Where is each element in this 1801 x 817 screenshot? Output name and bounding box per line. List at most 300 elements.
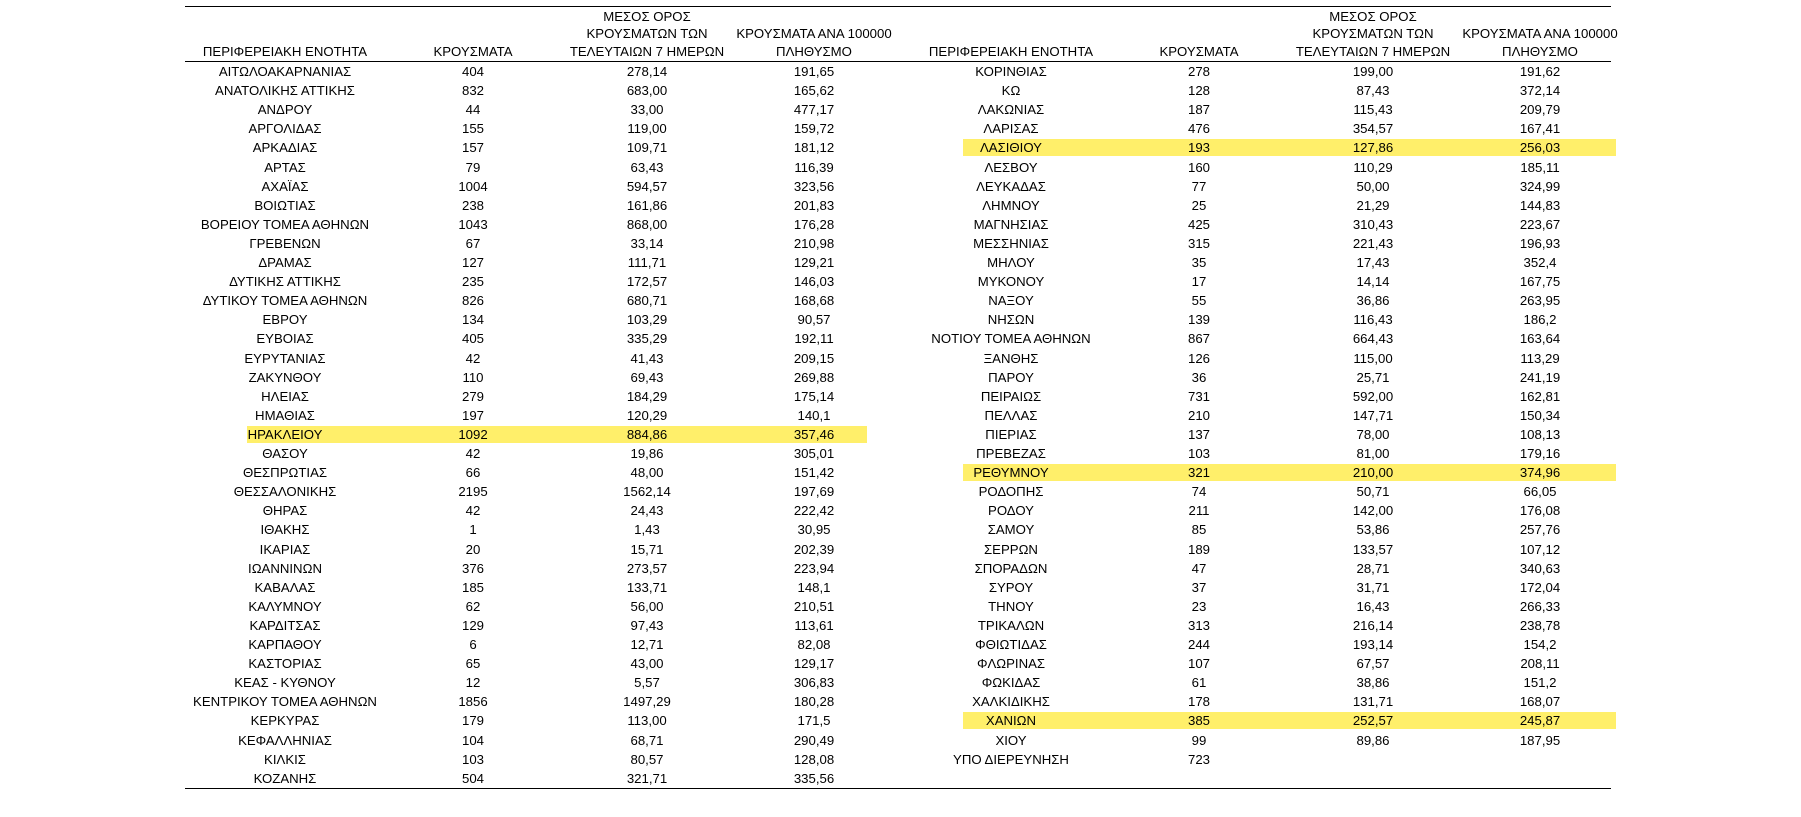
per100k-cell: 163,64 bbox=[1519, 331, 1561, 347]
region-cell: ΜΑΓΝΗΣΙΑΣ bbox=[973, 216, 1049, 232]
per100k-cell: 113,29 bbox=[1520, 350, 1560, 366]
cases-cell: 189 bbox=[1187, 541, 1210, 557]
cases-cell: 238 bbox=[461, 197, 484, 213]
table-row bbox=[185, 119, 1611, 138]
per100k-cell: 238,78 bbox=[1519, 617, 1561, 633]
cases-cell: 137 bbox=[1187, 426, 1210, 442]
avg7-cell: 119,00 bbox=[627, 121, 667, 137]
cases-cell: 504 bbox=[461, 770, 484, 786]
region-cell: ΛΕΣΒΟΥ bbox=[984, 159, 1038, 175]
per100k-cell: 202,39 bbox=[793, 541, 835, 557]
header-cases bbox=[413, 8, 533, 60]
header-per100k-text: ΚΡΟΥΣΜΑΤΑ ΑΝΑ 100000 ΠΛΗΘΥΣΜΟ bbox=[736, 26, 892, 59]
table-row bbox=[185, 253, 1611, 272]
cases-cell: 110 bbox=[462, 369, 484, 385]
region-cell: ΡΕΘΥΜΝΟΥ bbox=[973, 465, 1049, 481]
region-cell: ΣΑΜΟΥ bbox=[987, 522, 1035, 538]
avg7-cell: 53,86 bbox=[1356, 522, 1390, 538]
cases-cell: 6 bbox=[469, 637, 477, 652]
avg7-cell: 1562,14 bbox=[623, 484, 671, 500]
region-cell: ΚΕΑΣ - ΚΥΘΝΟΥ bbox=[234, 675, 336, 691]
avg7-cell: 31,71 bbox=[1356, 579, 1390, 595]
cases-cell: 376 bbox=[461, 560, 484, 576]
avg7-cell: 120,29 bbox=[626, 407, 668, 423]
region-cell: ΧΙΟΥ bbox=[995, 732, 1027, 748]
cases-cell: 42 bbox=[465, 446, 481, 461]
per100k-cell: 176,28 bbox=[793, 216, 835, 232]
table-row bbox=[185, 654, 1611, 673]
per100k-cell: 146,03 bbox=[793, 274, 835, 290]
cases-cell: 36 bbox=[1191, 369, 1207, 385]
cases-cell: 129 bbox=[461, 617, 484, 633]
cases-cell: 20 bbox=[465, 541, 481, 557]
per100k-cell: 151,2 bbox=[1523, 675, 1557, 691]
per100k-cell: 154,2 bbox=[1523, 637, 1557, 652]
avg7-cell: 664,43 bbox=[1352, 331, 1394, 347]
avg7-cell: 115,00 bbox=[1353, 350, 1393, 366]
region-cell: ΛΕΥΚΑΔΑΣ bbox=[976, 178, 1046, 194]
region-cell: ΚΟΡΙΝΘΙΑΣ bbox=[975, 64, 1047, 79]
avg7-cell: 278,14 bbox=[626, 64, 668, 79]
table-row bbox=[185, 482, 1611, 501]
region-cell: ΚΑΡΠΑΘΟΥ bbox=[248, 637, 322, 652]
table-row bbox=[185, 234, 1611, 253]
cases-cell: 126 bbox=[1187, 350, 1210, 366]
region-cell: ΑΙΤΩΛΟΑΚΑΡΝΑΝΙΑΣ bbox=[218, 64, 352, 79]
cases-cell: 385 bbox=[1187, 713, 1210, 729]
table-row bbox=[185, 215, 1611, 234]
cases-cell: 85 bbox=[1191, 522, 1207, 538]
cases-cell: 66 bbox=[465, 465, 481, 481]
region-cell: ΗΛΕΙΑΣ bbox=[261, 388, 309, 404]
avg7-cell: 221,43 bbox=[1352, 235, 1394, 251]
per100k-cell: 374,96 bbox=[1519, 465, 1561, 481]
table-row bbox=[185, 81, 1611, 100]
cases-cell: 1856 bbox=[458, 694, 488, 710]
cases-cell: 1043 bbox=[458, 216, 488, 232]
per100k-cell: 196,93 bbox=[1519, 235, 1561, 251]
table-row bbox=[185, 673, 1611, 692]
cases-cell: 55 bbox=[1191, 293, 1207, 309]
table-row bbox=[185, 387, 1611, 406]
table-row bbox=[185, 578, 1611, 597]
cases-cell: 321 bbox=[1187, 465, 1210, 481]
cases-cell: 128 bbox=[1187, 83, 1210, 99]
avg7-cell: 184,29 bbox=[626, 388, 668, 404]
cases-cell: 193 bbox=[1187, 140, 1210, 156]
table-row bbox=[185, 540, 1611, 559]
cases-cell: 104 bbox=[461, 732, 484, 748]
avg7-cell: 38,86 bbox=[1356, 675, 1390, 691]
avg7-cell: 67,57 bbox=[1356, 656, 1390, 672]
per100k-cell: 263,95 bbox=[1519, 293, 1561, 309]
cases-cell: 210 bbox=[1187, 407, 1210, 423]
region-cell: ΛΑΚΩΝΙΑΣ bbox=[977, 102, 1045, 118]
region-cell: ΔΡΑΜΑΣ bbox=[258, 255, 312, 270]
avg7-cell: 273,57 bbox=[626, 560, 668, 576]
per100k-cell: 306,83 bbox=[793, 675, 835, 691]
cases-cell: 79 bbox=[465, 159, 481, 175]
per100k-cell: 148,1 bbox=[797, 579, 831, 595]
table-row bbox=[185, 329, 1611, 348]
per100k-cell: 185,11 bbox=[1520, 159, 1560, 175]
per100k-cell: 210,51 bbox=[793, 598, 835, 614]
region-cell: ΓΡΕΒΕΝΩΝ bbox=[249, 235, 321, 251]
avg7-cell: 5,57 bbox=[634, 675, 660, 691]
region-cell: ΜΕΣΣΗΝΙΑΣ bbox=[973, 235, 1049, 251]
per100k-cell: 324,99 bbox=[1519, 178, 1561, 194]
per100k-cell: 191,62 bbox=[1519, 64, 1561, 79]
avg7-cell: 252,57 bbox=[1352, 713, 1394, 729]
region-cell: ΔΥΤΙΚΗΣ ΑΤΤΙΚΗΣ bbox=[229, 274, 341, 290]
region-cell: ΚΑΒΑΛΑΣ bbox=[254, 579, 316, 595]
per100k-cell: 357,46 bbox=[793, 426, 835, 442]
per100k-cell: 269,88 bbox=[793, 369, 835, 385]
cases-cell: 25 bbox=[1191, 197, 1207, 213]
region-cell: ΗΜΑΘΙΑΣ bbox=[255, 407, 315, 423]
avg7-cell: 56,00 bbox=[630, 598, 664, 614]
avg7-cell: 21,29 bbox=[1356, 197, 1390, 213]
cases-cell: 315 bbox=[1187, 235, 1210, 251]
per100k-cell: 144,83 bbox=[1519, 197, 1561, 213]
per100k-cell: 30,95 bbox=[797, 522, 831, 538]
per100k-cell: 256,03 bbox=[1519, 140, 1561, 156]
table-row bbox=[185, 100, 1611, 119]
avg7-cell: 28,71 bbox=[1356, 560, 1390, 576]
header-region bbox=[185, 8, 385, 60]
per100k-cell: 197,69 bbox=[793, 484, 835, 500]
avg7-cell: 81,00 bbox=[1356, 446, 1390, 461]
avg7-cell: 335,29 bbox=[626, 331, 668, 347]
per100k-cell: 165,62 bbox=[793, 83, 835, 99]
table-row bbox=[185, 444, 1611, 463]
cases-cell: 23 bbox=[1191, 598, 1207, 614]
header-region bbox=[911, 8, 1111, 60]
region-cell: ΚΕΦΑΛΛΗΝΙΑΣ bbox=[238, 732, 332, 748]
region-cell: ΝΗΣΩΝ bbox=[987, 312, 1035, 328]
avg7-cell: 147,71 bbox=[1352, 407, 1394, 423]
region-cell: ΕΥΒΟΙΑΣ bbox=[256, 331, 314, 347]
per100k-cell: 201,83 bbox=[793, 197, 835, 213]
per100k-cell: 167,41 bbox=[1519, 121, 1561, 137]
region-cell: ΑΡΤΑΣ bbox=[264, 159, 306, 175]
per100k-cell: 175,14 bbox=[793, 388, 835, 404]
cases-cell: 103 bbox=[1187, 446, 1210, 461]
avg7-cell: 50,71 bbox=[1356, 484, 1390, 500]
cases-cell: 77 bbox=[1191, 178, 1207, 194]
region-cell: ΘΕΣΠΡΩΤΙΑΣ bbox=[242, 465, 328, 481]
per100k-cell: 191,65 bbox=[793, 64, 835, 79]
region-cell: ΑΡΓΟΛΙΔΑΣ bbox=[248, 121, 322, 137]
region-cell: ΚΕΡΚΥΡΑΣ bbox=[250, 713, 320, 729]
table-row bbox=[185, 406, 1611, 425]
avg7-cell: 354,57 bbox=[1352, 121, 1394, 137]
per100k-cell bbox=[1450, 750, 1630, 769]
cases-cell: 42 bbox=[465, 503, 481, 519]
header-cases bbox=[1139, 8, 1259, 60]
per100k-cell: 140,1 bbox=[797, 407, 831, 423]
per100k-cell: 179,16 bbox=[1519, 446, 1561, 461]
avg7-cell: 33,00 bbox=[630, 102, 664, 118]
region-cell: ΙΚΑΡΙΑΣ bbox=[259, 541, 311, 557]
cases-cell: 160 bbox=[1187, 159, 1210, 175]
cases-cell: 211 bbox=[1188, 503, 1210, 519]
table-row bbox=[185, 196, 1611, 215]
region-cell: ΦΘΙΩΤΙΔΑΣ bbox=[975, 637, 1047, 652]
per100k-cell: 159,72 bbox=[793, 121, 835, 137]
cases-cell: 1004 bbox=[458, 178, 488, 194]
table-row bbox=[185, 158, 1611, 177]
region-cell: ΕΥΡΥΤΑΝΙΑΣ bbox=[244, 350, 326, 366]
region-cell: ΚΑΡΔΙΤΣΑΣ bbox=[249, 617, 321, 633]
per100k-cell: 150,34 bbox=[1519, 407, 1561, 423]
table-row bbox=[185, 731, 1611, 750]
per100k-cell: 323,56 bbox=[793, 178, 835, 194]
cases-cell: 425 bbox=[1187, 216, 1210, 232]
region-cell: ΜΥΚΟΝΟΥ bbox=[977, 274, 1045, 290]
header-per100k bbox=[724, 8, 904, 60]
per100k-cell: 257,76 bbox=[1519, 522, 1561, 538]
avg7-cell: 25,71 bbox=[1356, 369, 1390, 385]
avg7-cell: 110,29 bbox=[1353, 159, 1393, 175]
header-avg7 bbox=[565, 8, 730, 60]
table-row bbox=[185, 291, 1611, 310]
avg7-cell: 17,43 bbox=[1356, 255, 1390, 270]
avg7-cell: 87,43 bbox=[1356, 83, 1390, 99]
avg7-cell: 63,43 bbox=[630, 159, 664, 175]
region-cell: ΚΙΛΚΙΣ bbox=[264, 751, 306, 767]
region-cell: ΧΑΛΚΙΔΙΚΗΣ bbox=[972, 694, 1050, 710]
table-row bbox=[185, 711, 1611, 730]
cases-cell: 731 bbox=[1187, 388, 1210, 404]
region-cell: ΗΡΑΚΛΕΙΟΥ bbox=[247, 426, 323, 442]
cases-cell: 65 bbox=[465, 656, 481, 672]
avg7-cell: 12,71 bbox=[630, 637, 664, 652]
cases-cell: 826 bbox=[461, 293, 484, 309]
region-cell: ΑΝΔΡΟΥ bbox=[257, 102, 313, 118]
avg7-cell: 24,43 bbox=[630, 503, 664, 519]
region-cell: ΔΥΤΙΚΟΥ ΤΟΜΕΑ ΑΘΗΝΩΝ bbox=[202, 293, 368, 309]
per100k-cell: 223,94 bbox=[793, 560, 835, 576]
table-row bbox=[185, 310, 1611, 329]
cases-cell: 42 bbox=[465, 350, 481, 366]
region-cell: ΣΠΟΡΑΔΩΝ bbox=[974, 560, 1048, 576]
per100k-cell: 352,4 bbox=[1523, 255, 1557, 270]
cases-cell: 155 bbox=[461, 121, 484, 137]
region-cell: ΡΟΔΟΠΗΣ bbox=[978, 484, 1044, 500]
cases-cell: 17 bbox=[1191, 274, 1207, 290]
region-cell: ΚΕΝΤΡΙΚΟΥ ΤΟΜΕΑ ΑΘΗΝΩΝ bbox=[193, 694, 377, 710]
table-row bbox=[185, 520, 1611, 539]
region-cell: ΠΕΙΡΑΙΩΣ bbox=[980, 388, 1042, 404]
region-cell: ΛΗΜΝΟΥ bbox=[982, 197, 1040, 213]
cases-cell: 178 bbox=[1187, 694, 1210, 710]
cases-cell: 139 bbox=[1187, 312, 1210, 328]
per100k-cell: 129,21 bbox=[793, 255, 835, 270]
avg7-cell: 161,86 bbox=[626, 197, 668, 213]
region-cell: ΙΘΑΚΗΣ bbox=[260, 522, 310, 538]
cases-cell: 103 bbox=[461, 751, 484, 767]
avg7-cell: 16,43 bbox=[1356, 598, 1390, 614]
region-cell: ΑΧΑΪΑΣ bbox=[261, 178, 309, 194]
avg7-cell: 310,43 bbox=[1352, 216, 1394, 232]
per100k-cell: 222,42 bbox=[793, 503, 835, 519]
table-row bbox=[185, 138, 1611, 157]
cases-cell: 99 bbox=[1191, 732, 1207, 748]
avg7-cell: 15,71 bbox=[630, 541, 664, 557]
per100k-cell: 113,61 bbox=[794, 617, 834, 633]
region-cell: ΚΩ bbox=[1001, 83, 1021, 99]
avg7-cell: 193,14 bbox=[1352, 637, 1394, 652]
region-cell: ΑΡΚΑΔΙΑΣ bbox=[252, 140, 318, 156]
cases-cell: 134 bbox=[461, 312, 484, 328]
header-cases-text: ΚΡΟΥΣΜΑΤΑ bbox=[433, 43, 513, 59]
avg7-cell: 199,00 bbox=[1352, 64, 1394, 79]
region-cell: ΑΝΑΤΟΛΙΚΗΣ ΑΤΤΙΚΗΣ bbox=[215, 83, 355, 99]
cases-cell: 278 bbox=[1187, 64, 1210, 79]
table-row bbox=[185, 368, 1611, 387]
avg7-cell: 19,86 bbox=[630, 446, 664, 461]
per100k-cell: 245,87 bbox=[1519, 713, 1561, 729]
table-row bbox=[185, 635, 1611, 654]
avg7-cell: 89,86 bbox=[1356, 732, 1390, 748]
avg7-cell: 50,00 bbox=[1356, 178, 1390, 194]
cases-cell: 74 bbox=[1191, 484, 1207, 500]
per100k-cell: 290,49 bbox=[793, 732, 835, 748]
region-cell: ΙΩΑΝΝΙΝΩΝ bbox=[248, 560, 322, 576]
cases-cell: 404 bbox=[461, 64, 484, 79]
header-avg7-text: ΜΕΣΟΣ ΟΡΟΣ ΚΡΟΥΣΜΑΤΩΝ ΤΩΝ ΤΕΛΕΥΤΑΙΩΝ 7 ΗΜΕΡΩΝ bbox=[569, 8, 725, 59]
header-region-text: ΠΕΡΙΦΕΡΕΙΑΚΗ ΕΝΟΤΗΤΑ bbox=[202, 43, 368, 59]
per100k-cell: 477,17 bbox=[793, 102, 835, 118]
cases-cell: 35 bbox=[1191, 255, 1207, 270]
cases-cell: 47 bbox=[1191, 560, 1207, 576]
region-cell: ΖΑΚΥΝΘΟΥ bbox=[248, 369, 322, 385]
bottom-rule bbox=[185, 788, 1611, 789]
cases-cell: 279 bbox=[461, 388, 484, 404]
avg7-cell: 43,00 bbox=[630, 656, 664, 672]
avg7-cell: 80,57 bbox=[630, 751, 664, 767]
cases-cell: 197 bbox=[461, 407, 484, 423]
table-row bbox=[185, 692, 1611, 711]
per100k-cell: 209,15 bbox=[793, 350, 835, 366]
table-row bbox=[185, 272, 1611, 291]
avg7-cell: 78,00 bbox=[1356, 426, 1390, 442]
header-avg7-text: ΜΕΣΟΣ ΟΡΟΣ ΚΡΟΥΣΜΑΤΩΝ ΤΩΝ ΤΕΛΕΥΤΑΙΩΝ 7 ΗΜΕΡΩΝ bbox=[1295, 8, 1451, 59]
table-row bbox=[185, 616, 1611, 635]
per100k-cell: 171,5 bbox=[797, 713, 831, 729]
per100k-cell: 340,63 bbox=[1519, 560, 1561, 576]
table-row bbox=[185, 349, 1611, 368]
per100k-cell: 162,81 bbox=[1519, 388, 1561, 404]
cases-cell: 1 bbox=[469, 522, 477, 538]
region-cell: ΣΕΡΡΩΝ bbox=[984, 541, 1038, 557]
avg7-cell: 36,86 bbox=[1356, 293, 1390, 309]
cases-cell: 12 bbox=[465, 675, 481, 691]
cases-cell: 62 bbox=[465, 598, 481, 614]
cases-cell: 1092 bbox=[458, 426, 488, 442]
avg7-cell: 69,43 bbox=[630, 369, 664, 385]
region-cell: ΝΑΞΟΥ bbox=[988, 293, 1034, 309]
avg7-cell: 68,71 bbox=[630, 732, 664, 748]
region-cell: ΞΑΝΘΗΣ bbox=[983, 350, 1039, 366]
avg7-cell: 41,43 bbox=[630, 350, 664, 366]
table-row bbox=[185, 559, 1611, 578]
region-cell: ΚΑΛΥΜΝΟΥ bbox=[248, 598, 322, 614]
per100k-cell: 108,13 bbox=[1519, 426, 1561, 442]
per100k-cell: 168,07 bbox=[1519, 694, 1561, 710]
region-cell: ΥΠΟ ΔΙΕΡΕΥΝΗΣΗ bbox=[953, 751, 1069, 767]
avg7-cell: 321,71 bbox=[626, 770, 668, 786]
cases-cell: 832 bbox=[461, 83, 484, 99]
table-row bbox=[185, 769, 1611, 788]
avg7-cell: 884,86 bbox=[626, 426, 668, 442]
region-cell: ΠΕΛΛΑΣ bbox=[984, 407, 1038, 423]
region-cell: ΤΡΙΚΑΛΩΝ bbox=[977, 617, 1045, 633]
cases-cell: 187 bbox=[1187, 102, 1210, 118]
per100k-cell: 128,08 bbox=[793, 751, 835, 767]
avg7-cell: 210,00 bbox=[1352, 465, 1394, 481]
avg7-cell: 1,43 bbox=[634, 522, 660, 538]
per100k-cell: 305,01 bbox=[793, 446, 835, 461]
table-row bbox=[185, 177, 1611, 196]
header-per100k bbox=[1450, 8, 1630, 60]
region-cell: ΠΑΡΟΥ bbox=[988, 369, 1034, 385]
avg7-cell: 131,71 bbox=[1352, 694, 1394, 710]
avg7-cell: 1497,29 bbox=[623, 694, 671, 710]
per100k-cell: 180,28 bbox=[793, 694, 835, 710]
region-cell: ΠΙΕΡΙΑΣ bbox=[985, 426, 1037, 442]
cases-cell: 185 bbox=[461, 579, 484, 595]
avg7-cell: 33,14 bbox=[630, 235, 664, 251]
cases-cell: 244 bbox=[1187, 637, 1210, 652]
header-per100k-text: ΚΡΟΥΣΜΑΤΑ ΑΝΑ 100000 ΠΛΗΘΥΣΜΟ bbox=[1462, 26, 1618, 59]
region-cell: ΜΗΛΟΥ bbox=[987, 255, 1035, 270]
region-cell: ΦΩΚΙΔΑΣ bbox=[981, 675, 1041, 691]
cases-cell: 235 bbox=[461, 274, 484, 290]
table-row bbox=[185, 597, 1611, 616]
cases-cell: 313 bbox=[1187, 617, 1210, 633]
region-cell: ΒΟΡΕΙΟΥ ΤΟΜΕΑ ΑΘΗΝΩΝ bbox=[200, 216, 370, 232]
header-cases-text: ΚΡΟΥΣΜΑΤΑ bbox=[1159, 43, 1239, 59]
region-cell: ΚΑΣΤΟΡΙΑΣ bbox=[248, 656, 322, 672]
avg7-cell: 683,00 bbox=[626, 83, 668, 99]
per100k-cell: 186,2 bbox=[1523, 312, 1557, 328]
cases-cell: 2195 bbox=[458, 484, 488, 500]
per100k-cell: 107,12 bbox=[1519, 541, 1561, 557]
cases-cell: 157 bbox=[461, 140, 484, 156]
table-row bbox=[185, 463, 1611, 482]
per100k-cell: 209,79 bbox=[1519, 102, 1561, 118]
per100k-cell: 208,11 bbox=[1520, 656, 1560, 672]
per100k-cell: 129,17 bbox=[793, 656, 835, 672]
per100k-cell: 167,75 bbox=[1519, 274, 1561, 290]
avg7-cell: 592,00 bbox=[1352, 388, 1394, 404]
region-cell: ΒΟΙΩΤΙΑΣ bbox=[254, 197, 316, 213]
avg7-cell: 111,71 bbox=[627, 255, 667, 270]
per100k-cell: 151,42 bbox=[793, 465, 835, 481]
cases-cell: 867 bbox=[1187, 331, 1210, 347]
avg7-cell bbox=[1298, 750, 1448, 769]
per100k-cell: 168,68 bbox=[793, 293, 835, 309]
per100k-cell: 176,08 bbox=[1519, 503, 1561, 519]
region-cell: ΘΑΣΟΥ bbox=[262, 446, 308, 461]
per100k-cell: 372,14 bbox=[1519, 83, 1561, 99]
avg7-cell: 115,43 bbox=[1353, 102, 1393, 118]
per100k-cell: 90,57 bbox=[797, 312, 831, 328]
table-row bbox=[185, 425, 1611, 444]
per100k-cell: 192,11 bbox=[794, 331, 834, 347]
